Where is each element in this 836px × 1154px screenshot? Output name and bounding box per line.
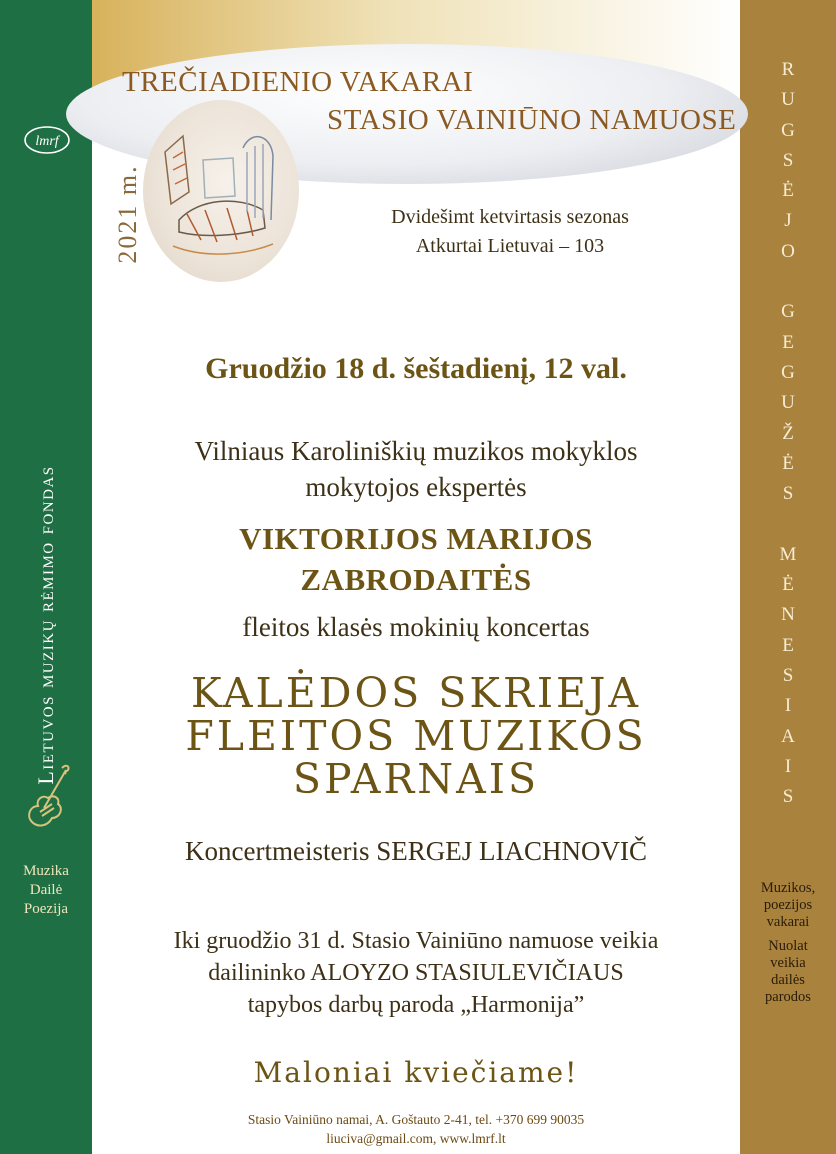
month-letter: U bbox=[781, 89, 795, 111]
footer-contacts: liuciva@gmail.com, www.lmrf.lt bbox=[326, 1131, 506, 1146]
class-description: fleitos klasės mokinių koncertas bbox=[242, 612, 590, 642]
info-line: vakarai bbox=[766, 914, 810, 930]
month-letter: Ė bbox=[782, 452, 794, 474]
info-line: Muzikos, bbox=[760, 880, 816, 896]
school-info bbox=[92, 433, 740, 505]
teacher-name bbox=[92, 518, 740, 600]
painting-sketch bbox=[143, 100, 299, 282]
svg-text:lmrf: lmrf bbox=[35, 134, 59, 149]
month-letter: S bbox=[782, 786, 794, 808]
month-letter: O bbox=[781, 240, 795, 262]
footer-address: Stasio Vainiūno namai, A. Goštauto 2-41, tel. +370 699 90035 bbox=[247, 1112, 585, 1127]
season-line: Atkurtai Lietuvai – 103 bbox=[415, 235, 605, 257]
header-title-line1: TREČIADIENIO VAKARAI bbox=[122, 66, 474, 98]
header-title-line2: STASIO VAINIŪNO NAMUOSE bbox=[327, 104, 737, 136]
accompanist: Koncertmeisteris SERGEJ LIACHNOVIČ bbox=[185, 836, 647, 866]
month-letter: Ė bbox=[782, 574, 794, 596]
month-letter: E bbox=[782, 331, 794, 353]
motto-line: Poezija bbox=[23, 901, 69, 917]
title-line: SPARNAIS bbox=[292, 755, 540, 803]
month-letter bbox=[740, 509, 836, 539]
month-letter: S bbox=[782, 483, 794, 505]
info-line: poezijos bbox=[763, 897, 813, 913]
month-letter: J bbox=[784, 210, 792, 232]
month-letter: G bbox=[781, 119, 795, 141]
season-line: Dvidešimt ketvirtasis sezonas bbox=[391, 206, 629, 228]
exhibition-info bbox=[92, 925, 740, 1021]
month-letter: I bbox=[784, 755, 792, 777]
school-line: mokytojos ekspertės bbox=[305, 472, 527, 502]
info-line: Nuolat bbox=[768, 938, 808, 954]
info-line: parodos bbox=[765, 989, 811, 1005]
month-letter bbox=[740, 267, 836, 297]
month-letter: S bbox=[782, 664, 794, 686]
teacher-line: ZABRODAITĖS bbox=[300, 562, 532, 597]
exhibition-line: dailininko ALOYZO STASIULEVIČIAUS bbox=[208, 960, 624, 986]
month-letter: G bbox=[781, 361, 795, 383]
title-line: KALĖDOS SKRIEJA bbox=[190, 669, 642, 717]
motto-line: Dailė bbox=[29, 882, 63, 898]
teacher-line: VIKTORIJOS MARIJOS bbox=[239, 521, 593, 556]
title-line: FLEITOS MUZIKOS bbox=[185, 712, 647, 760]
right-info bbox=[740, 880, 836, 1006]
month-letter: A bbox=[781, 725, 795, 747]
info-line: veikia bbox=[770, 955, 806, 971]
month-letter: Ž bbox=[782, 422, 794, 444]
exhibition-line: Iki gruodžio 31 d. Stasio Vainiūno namuose veikia bbox=[173, 928, 659, 954]
month-letter: R bbox=[781, 59, 795, 80]
season-info bbox=[330, 203, 690, 261]
left-band bbox=[0, 0, 92, 1154]
month-letter: U bbox=[781, 392, 795, 414]
org-name-vertical: Lietuvos muzikų rėmimo fondas bbox=[33, 465, 58, 785]
school-line: Vilniaus Karoliniškių muzikos mokyklos bbox=[194, 436, 638, 466]
left-motto bbox=[0, 862, 92, 919]
lmrf-logo-icon bbox=[22, 124, 72, 156]
footer bbox=[92, 1110, 740, 1148]
concert-title bbox=[92, 669, 740, 803]
month-letter: E bbox=[782, 634, 794, 656]
motto-line: Muzika bbox=[23, 863, 69, 879]
event-date: Gruodžio 18 d. šeštadienį, 12 val. bbox=[205, 352, 627, 385]
year-vertical: 2021 m. bbox=[113, 164, 142, 264]
vertical-months bbox=[740, 55, 836, 812]
month-letter: G bbox=[781, 301, 795, 323]
month-letter: Ė bbox=[782, 180, 794, 202]
violin-icon bbox=[22, 760, 74, 832]
month-letter: S bbox=[782, 149, 794, 171]
month-letter: N bbox=[781, 604, 795, 626]
info-line: dailės bbox=[771, 972, 805, 988]
painting-harp-piano-image bbox=[143, 100, 299, 282]
right-band bbox=[740, 0, 836, 1154]
month-letter: I bbox=[784, 695, 792, 717]
exhibition-line: tapybos darbų paroda „Harmonija” bbox=[247, 992, 585, 1018]
month-letter: M bbox=[779, 543, 797, 565]
welcome-message: Maloniai kviečiame! bbox=[253, 1056, 579, 1089]
